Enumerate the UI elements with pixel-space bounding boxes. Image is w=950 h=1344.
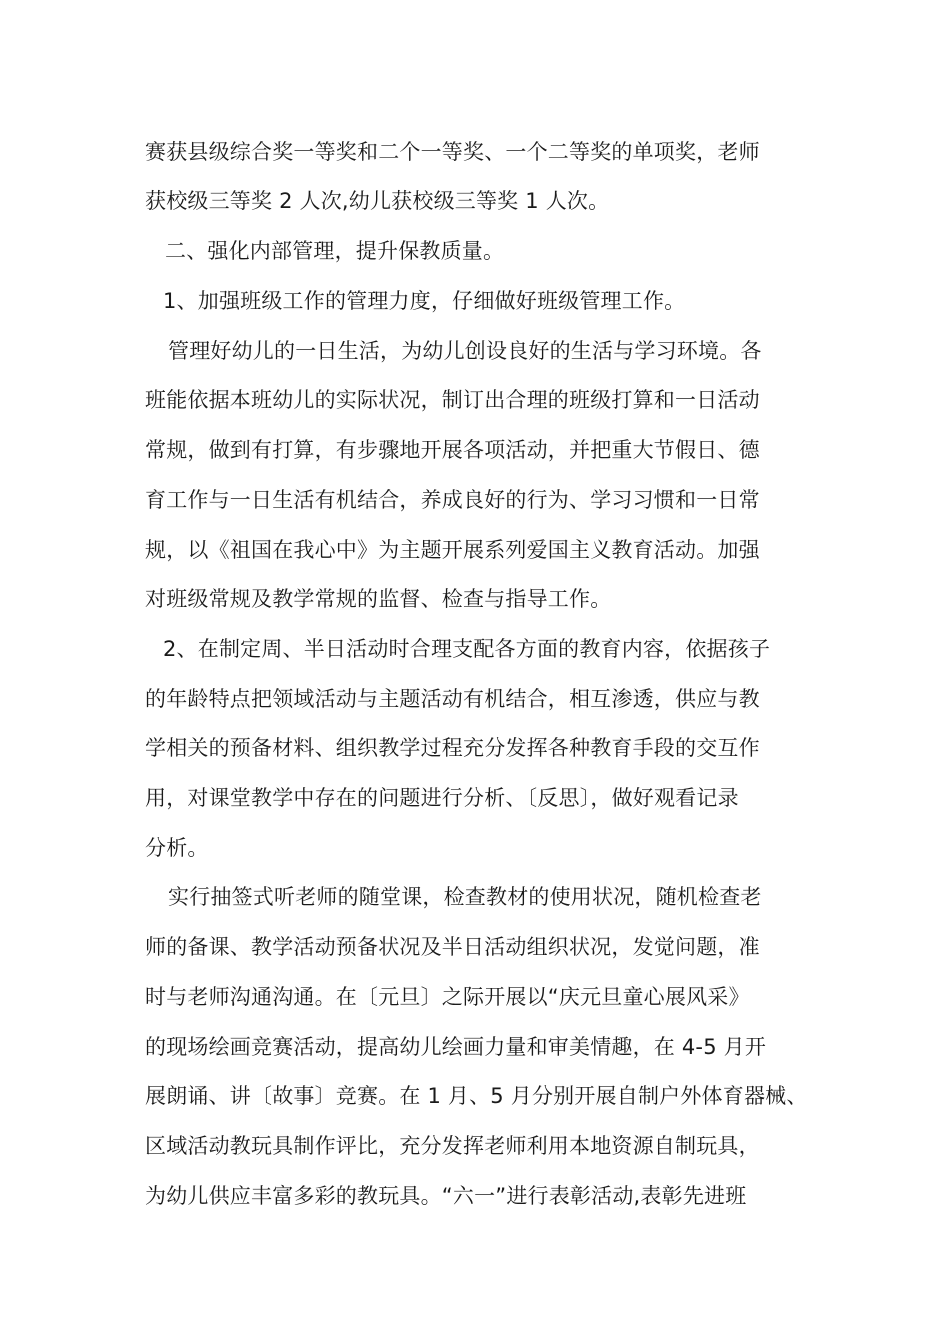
text-line: 用，对课堂教学中存在的问题进行分析、〔反思〕，做好观看记录 (145, 786, 739, 810)
text-line: 获校级三等奖 2 人次,幼儿获校级三等奖 1 人次。 (145, 189, 610, 213)
text-line: 管理好幼儿的一日生活，为幼儿创设良好的生活与学习环境。各 (168, 339, 762, 363)
text-line: 赛获县级综合奖一等奖和二个一等奖、一个二等奖的单项奖，老师 (145, 140, 760, 164)
text-line: 师的备课、教学活动预备状况及半日活动组织状况，发觉问题，准 (145, 935, 760, 959)
text-line: 育工作与一日生活有机结合，养成良好的行为、学习习惯和一日常 (145, 488, 760, 512)
text-line: 的年龄特点把领域活动与主题活动有机结合，相互渗透，供应与教 (145, 687, 760, 711)
subsection-heading: 1、加强班级工作的管理力度，仔细做好班级管理工作。 (163, 289, 686, 313)
text-line: 规，以《祖国在我心中》为主题开展系列爱国主义教育活动。加强 (145, 538, 760, 562)
text-line: 区域活动教玩具制作评比，充分发挥老师利用本地资源自制玩具， (145, 1134, 760, 1158)
text-line: 常规，做到有打算，有步骤地开展各项活动，并把重大节假日、德 (145, 438, 760, 462)
text-line: 时与老师沟通沟通。在〔元旦〕之际开展以“庆元旦童心展风采》 (145, 985, 750, 1009)
section-heading: 二、强化内部管理，提升保教质量。 (165, 239, 505, 263)
text-line: 分析。 (145, 836, 209, 860)
text-line: 的现场绘画竞赛活动，提高幼儿绘画力量和审美情趣，在 4-5 月开 (145, 1035, 767, 1059)
text-line: 实行抽签式听老师的随堂课，检查教材的使用状况，随机检查老 (168, 885, 762, 909)
text-line: 展朗诵、讲〔故事〕竞赛。在 1 月、5 月分别开展自制户外体育器械、 (145, 1084, 808, 1108)
text-line: 班能依据本班幼儿的实际状况，制订出合理的班级打算和一日活动 (145, 388, 760, 412)
text-line: 为幼儿供应丰富多彩的教玩具。“六一”进行表彰活动,表彰先进班 (145, 1184, 747, 1208)
text-line: 学相关的预备材料、组织教学过程充分发挥各种教育手段的交互作 (145, 736, 760, 760)
text-line: 2、在制定周、半日活动时合理支配各方面的教育内容，依据孩子 (163, 637, 771, 661)
text-line: 对班级常规及教学常规的监督、检查与指导工作。 (145, 587, 612, 611)
